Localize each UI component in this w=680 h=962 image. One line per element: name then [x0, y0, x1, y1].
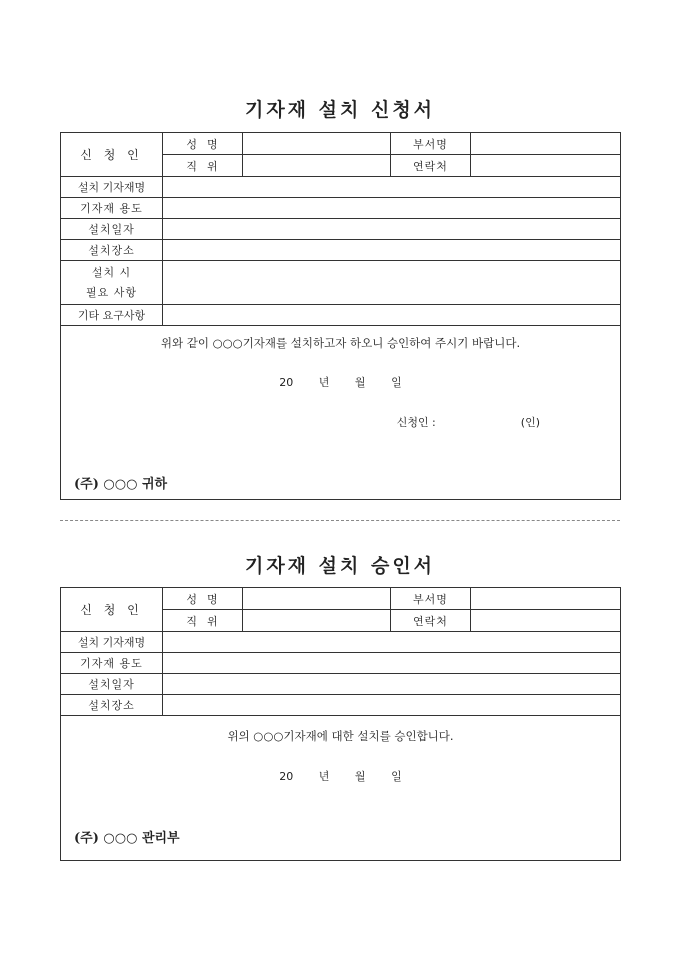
request-title: 기자재 설치 신청서 — [244, 99, 436, 121]
approval-install-date-label: 설치일자 — [61, 674, 163, 695]
request-form-table — [60, 132, 621, 500]
approval-name-field[interactable] — [243, 588, 391, 610]
dept-label: 부서명 — [391, 133, 471, 155]
install-needs-label-line2: 필요 사항 — [85, 285, 137, 299]
approval-form-table — [60, 587, 621, 861]
cut-line-divider — [60, 520, 620, 521]
request-statement: 위와 같이 ○○○기자재를 설치하고자 하오니 승인하여 주시기 바랍니다. — [160, 336, 521, 350]
position-field[interactable] — [243, 155, 391, 177]
approval-position-field[interactable] — [243, 610, 391, 632]
approval-equipment-label: 설치 기자재명 — [61, 632, 163, 653]
approval-applicant-label: 신 청 인 — [61, 588, 163, 632]
approval-position-label: 직 위 — [163, 610, 243, 632]
applicant-label: 신 청 인 — [61, 133, 163, 177]
approval-title: 기자재 설치 승인서 — [244, 555, 436, 577]
contact-field[interactable] — [471, 155, 621, 177]
approval-date-year: 20 — [279, 770, 294, 783]
request-date-year: 20 — [279, 376, 294, 389]
install-place-label: 설치장소 — [61, 240, 163, 261]
approval-dept-field[interactable] — [471, 588, 621, 610]
install-date-label: 설치일자 — [61, 219, 163, 240]
approval-addressee: (주) ○○○ 관리부 — [74, 831, 180, 846]
purpose-label: 기자재 용도 — [61, 198, 163, 219]
approval-install-date-field[interactable] — [163, 674, 621, 695]
approval-name-label: 성 명 — [163, 588, 243, 610]
install-needs-label-line1: 설치 시 — [91, 265, 132, 279]
other-requests-field[interactable] — [163, 305, 621, 326]
install-needs-field[interactable] — [163, 261, 621, 305]
approval-date-day-unit: 일 — [391, 770, 402, 783]
approval-purpose-field[interactable] — [163, 653, 621, 674]
contact-label: 연락처 — [391, 155, 471, 177]
approval-statement-area — [61, 716, 621, 861]
equipment-field[interactable] — [163, 177, 621, 198]
equipment-label: 설치 기자재명 — [61, 177, 163, 198]
request-date-month-unit: 월 — [354, 376, 366, 389]
request-addressee: (주) ○○○ 귀하 — [74, 477, 168, 492]
name-label: 성 명 — [163, 133, 243, 155]
approval-date-line — [61, 768, 620, 784]
name-field[interactable] — [243, 133, 391, 155]
purpose-field[interactable] — [163, 198, 621, 219]
request-date-day-unit: 일 — [391, 376, 402, 389]
approval-purpose-label: 기자재 용도 — [61, 653, 163, 674]
approval-contact-field[interactable] — [471, 610, 621, 632]
seal-label: (인) — [520, 416, 540, 429]
approval-date-month-unit: 월 — [354, 770, 366, 783]
install-date-field[interactable] — [163, 219, 621, 240]
request-signature-line — [397, 414, 540, 430]
other-requests-label: 기타 요구사항 — [61, 305, 163, 326]
position-label: 직 위 — [163, 155, 243, 177]
approval-install-place-label: 설치장소 — [61, 695, 163, 716]
install-needs-label — [61, 261, 163, 305]
install-place-field[interactable] — [163, 240, 621, 261]
request-date-line — [61, 374, 620, 390]
approval-install-place-field[interactable] — [163, 695, 621, 716]
approval-contact-label: 연락처 — [391, 610, 471, 632]
approval-dept-label: 부서명 — [391, 588, 471, 610]
approval-date-year-unit: 년 — [318, 770, 330, 783]
approval-equipment-field[interactable] — [163, 632, 621, 653]
approval-statement: 위의 ○○○기자재에 대한 설치를 승인합니다. — [227, 729, 454, 743]
signer-label: 신청인 : — [396, 416, 436, 429]
request-date-year-unit: 년 — [318, 376, 330, 389]
request-statement-area — [61, 326, 621, 500]
dept-field[interactable] — [471, 133, 621, 155]
